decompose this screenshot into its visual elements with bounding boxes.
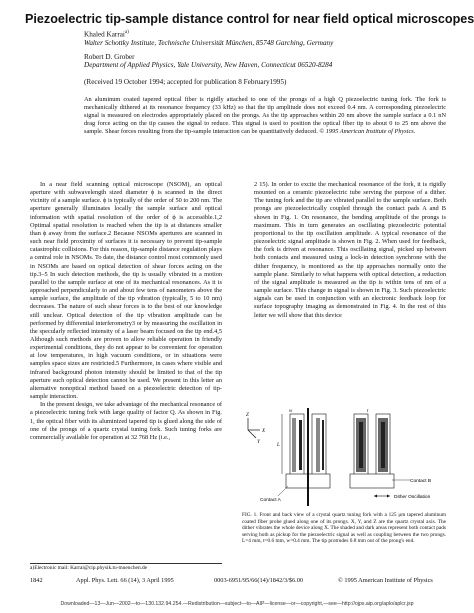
- left-column: [30, 181, 222, 442]
- abstract: [84, 96, 446, 136]
- tuning-fork-diagram: [242, 408, 446, 508]
- contact-b-label: Contact B: [410, 479, 432, 484]
- body-paragraph-3: 2 15). In order to excite the mechanical resonance of the fork, it is rigidly mounted on a ceramic piezoelectric tube serving the purpose of a dither. The tuning fork and the tip are vibrated parallel to the sample surface. Both prongs are piezoelectrically coupled through the contact pads A and B shown in Fig. 1. On resonance, the bending amplitude of the prongs is maximum. This in turn generates an oscillating piezoelectric potential proportional to the tip oscillation amplitude. A typical resonance of the piezoelectric signal amplitude is shown in Fig. 2. When used for feedback, the fork is driven at resonance. This oscillating signal, picked up between both contacts and measured using a lock-in detection synchrone with the dither frequency, is monitored as the tip approaches normally onto the sample plane. Similarly to what happens with optical detection, a reduction of the signal amplitude is measured as the tip is within tens of nm of a sample surface. This change in signal is shown in Fig. 3. Such piezoelectric signals can be used in conjunction with an electronic feedback loop for surface topography imaging as demonstrated in Fig. 4. In the rest of this letter we will show that this device: [254, 181, 446, 319]
- affiliation-2: Department of Applied Physics, Yale University, New Haven, Connecticut 06520-8284: [84, 61, 333, 70]
- figure-1: [242, 408, 446, 508]
- right-column: [254, 181, 446, 320]
- body-paragraph-1: In a near field scanning optical microscope (NSOM), an optical aperture with subwavelength sized diameter ϕ is scanned in the direct vicinity of a sample surface. ϕ is typically of the order of 50 to 200 nm. The aperture generally illuminates locally the sample surface and optical information with spatial resolution of the order of ϕ is accessible.1,2 Optimal spatial resolution is reached when the tip is at distances smaller than ϕ away from the surface.2 Because NSOMs apertures are scanned in such near field proximity of surfaces it is necessary to prevent tip-sample catastrophic collisions. For this reason, tip-sample distance regulation plays a central role in NSOMs. To date, the distance control most commonly used in NSOMs are based on optical detection of shear forces acting on the tip.3–5 In such detection methods, the tip is usually vibrated in a motion parallel to the sample surface at one of its mechanical resonances. As it is approached perpendicularly to and about few tens of nanometers above the sample surface, the amplitude of the tip vibration (typically, 5 to 10 nm) decreases. The nature of such shear forces is to the best of our knowledge still unclear. Optical detection of the tip vibration amplitude can be performed by differential interferometry3 or by measuring the oscillation in the specularly reflected intensity of a laser beam focused on the tip end.4,5 Although such methods are proven to allow reliable operation in friendly experimental conditions, they do not appear to be convenient for operation at low temperatures, in high vacuum conditions, or in situations were samples space sizes are restricted.5 Furthermore, in cases where visible and infrared background photon intensity should be limited to that of the tip aperture such optical detection cannot be used. We present in this letter an alternative nonoptical method based on a piezoelectric detection of tip-sample interaction.: [30, 181, 222, 401]
- dither-label: Dither Oscillation: [394, 495, 431, 500]
- author-1: Khaled Karrai$^{a)}$: [84, 30, 129, 39]
- dimension-w-label: w: [289, 409, 293, 414]
- paper-title: Piezoelectric tip-sample distance control for near field optical microscopes: [25, 12, 474, 26]
- footnote: a)Electronic mail: Karrai@cip.physik.tu-muenchen.de: [30, 565, 148, 571]
- affiliation-1: Walter Schottky Institute, Technische Universität München, 85748 Garching, Germany: [84, 38, 334, 47]
- axis-x-label: X: [262, 429, 266, 434]
- dimension-l-label: L: [277, 443, 280, 448]
- abstract-text: An aluminum coated tapered optical fiber is rigidly attached to one of the prongs of a high Q piezoelectric tuning fork. The fork is mechanically dithered at its resonance frequency (33 kHz) so that the tip amplitude does not exceed 0.4 nm. A corresponding piezoelectric signal is measured on electrodes appropriately placed on the prongs. As the tip approaches within 20 nm above the sample surface a 0.1 nN drag force acting on the tip causes the signal to reduce. This signal is used to position the optical fiber tip to about 0 to 25 nm above the sample. Shear forces resulting from the tip-sample interaction can be quantitatively deduced.: [84, 96, 446, 136]
- contact-a-label: Contact A: [260, 498, 281, 503]
- dimension-t-label: t: [367, 409, 369, 414]
- figure-1-caption: FIG. 1. Front and back view of a crystal quartz tuning fork with a 125 μm tapered aluminum coated fiber probe glued along one of its prongs. X, Y, and Z are the quartz crystal axis. The dither vibrates the whole device along X. The shaded and dark areas represent both contact pads serving both as pickup for the piezoelectric signal as well as coupling between the two prongs. L=4 mm, t=0.6 mm, w=0.4 mm. The tip protrudes 0.8 mm out of the prong's end.: [242, 512, 446, 544]
- author-block-2: [84, 53, 332, 70]
- footnote-rule: [30, 563, 222, 564]
- axis-y-label: Y: [257, 440, 260, 445]
- aip-copyright: © 1995 American Institute of Physics: [338, 577, 433, 584]
- issn-line: 0003-6951/95/66(14)/1842/3/$6.00: [214, 577, 304, 584]
- body-paragraph-2: In the present design, we take advantage of the mechanical resonance of a piezoelectric tuning fork with large quality of factor Q. As shown in Fig. 1, the optical fiber with its aluminized tapered tip is glued along the side of one of the prongs of a quartz crystal tuning fork. Such tuning forks are commercially available for operation at 32 768 Hz (i.e.,: [30, 401, 222, 441]
- axis-z-label: Z: [246, 413, 249, 418]
- author-block-1: [84, 29, 333, 47]
- page-number: 1842: [30, 577, 43, 584]
- author-2: Robert D. Grober: [84, 53, 135, 61]
- received-line: (Received 19 October 1994; accepted for publication 8 February1995): [84, 78, 287, 86]
- journal-citation: Appl. Phys. Lett. 66 (14), 3 April 1995: [76, 577, 174, 584]
- download-notice: Downloaded—13—Jun—2002—to—130.132.94.254.—Redistribution—subject—to—AIP—license—or—copyright,—see—http://ojps.aip.org/aplo/aplcr.jsp: [60, 601, 414, 607]
- abstract-copyright: © 1995 American Institute of Physics.: [319, 128, 416, 136]
